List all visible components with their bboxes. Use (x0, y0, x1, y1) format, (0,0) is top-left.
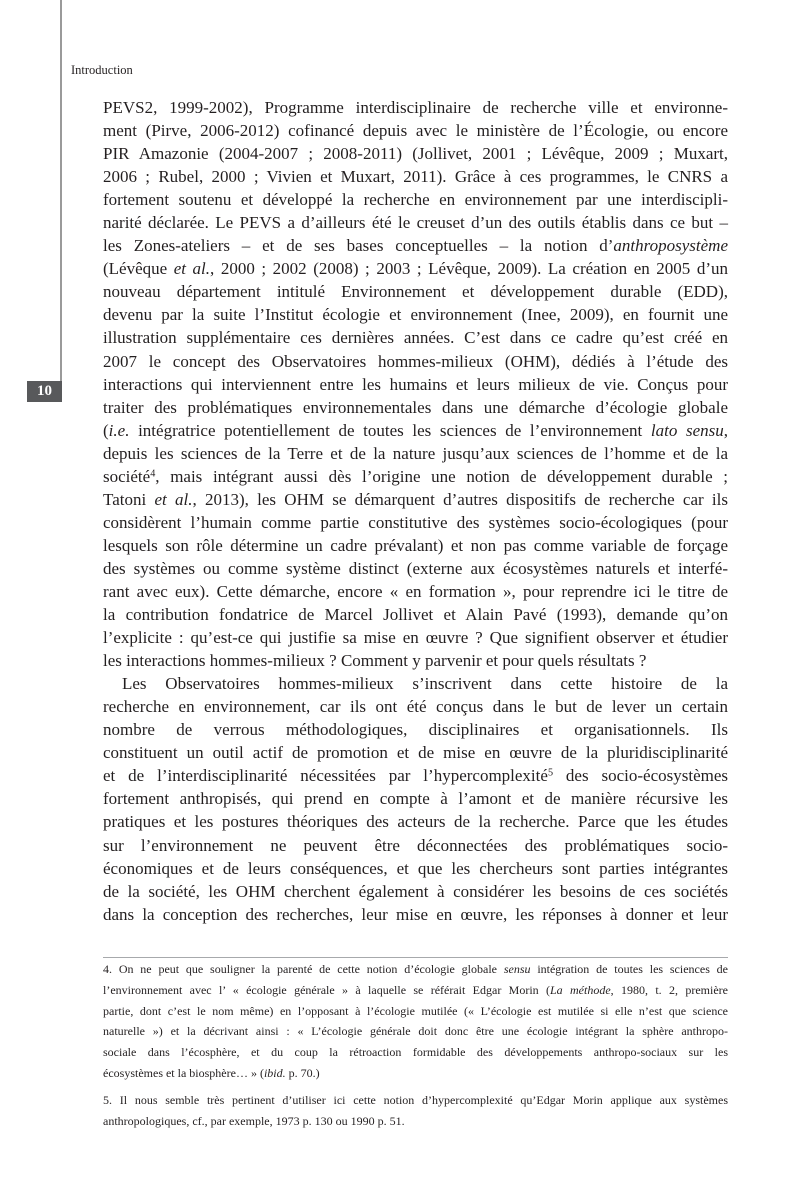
text-run: recherche en environnement, car ils ont été conçus dans le but de lever un certain (103, 697, 728, 717)
body-line (103, 672, 728, 695)
text-run: depuis les sciences de la Terre et de la nature jusqu’aux sciences de l’homme et de la (103, 443, 728, 463)
text-run: sur l’environnement ne peuvent être déconnectées des problématiques socio- (103, 835, 728, 855)
text-run: des socio-écosystèmes (553, 766, 729, 786)
text-run: devenu par la suite l’Institut écologie et environnement (Inee, 2009), en fournit une (103, 305, 728, 325)
text-run: (Lévêque (103, 259, 174, 279)
body-line (103, 649, 728, 672)
text-run: sociale dans l’écosphère, et du coup la rétroaction formidable des développements anthropo-sociaux sur les (103, 1045, 728, 1060)
body-line (103, 557, 728, 580)
running-head: Introduction (71, 63, 133, 77)
italic-text: lato sensu (650, 420, 724, 440)
text-run: traiter des problématiques environnementales dans une démarche d’écologie globale (103, 397, 728, 417)
text-run: de la société, les OHM cherchent également à considérer les besoins de ces sociétés (103, 881, 728, 901)
body-line (103, 119, 728, 142)
text-run: écosystèmes et la biosphère… » ( (103, 1065, 264, 1080)
text-run: l’environnement avec l’ « écologie générale » à laquelle se référait Edgar Morin ( (103, 982, 550, 997)
body-line (103, 280, 728, 303)
text-run: rant avec eux). Cette démarche, encore « en formation », pour reprendre ici le titre de (103, 581, 728, 601)
body-line (103, 810, 728, 833)
text-run: PEVS2, 1999-2002), Programme interdisciplinaire de recherche ville et environne- (103, 98, 728, 117)
footnote-line (103, 1042, 728, 1063)
body-line (103, 257, 728, 280)
footnotes (103, 959, 728, 1137)
footnote-line (103, 1063, 728, 1084)
body-line (103, 326, 728, 349)
text-run: interactions qui interviennent entre les humains et leurs milieux de vie. Conçus pour (103, 374, 728, 394)
text-run: considèrent l’humain comme partie constitutive des systèmes socio-écologiques (pour (103, 512, 728, 532)
text-run: , mais intégrant aussi dès l’origine une notion de développement durable ; (155, 466, 728, 486)
body-line (103, 764, 728, 787)
footnote-line (103, 1001, 728, 1022)
text-run: intégration de toutes les sciences de (530, 962, 729, 976)
italic-text: ibid. (263, 1065, 286, 1080)
text-run: les Zones-ateliers – et de ses bases conceptuelles – la notion d’ (103, 236, 614, 256)
text-run: anthropologiques, cf., par exemple, 1973 p. 130 ou 1990 p. 51. (103, 1113, 405, 1128)
body-line (103, 96, 728, 119)
footnote-ref: 4 (150, 468, 156, 480)
text-run: 2007 le concept des Observatoires hommes-milieux (OHM), dédiés à l’étude des (103, 351, 728, 371)
margin-rule (60, 0, 62, 381)
text-run: , (723, 420, 728, 440)
body-line (103, 303, 728, 326)
page-number: 10 (27, 381, 62, 402)
text-run: ( (103, 420, 109, 440)
body-line (103, 857, 728, 880)
text-run: Les Observatoires hommes-milieux s’inscrivent dans cette histoire de la (122, 674, 728, 694)
footnote-line (103, 1090, 728, 1111)
body-text (103, 96, 728, 926)
text-run: p. 70.) (285, 1065, 320, 1080)
footnote-line (103, 959, 728, 980)
text-run: nouveau département intitulé Environnement et développement durable (EDD), (103, 282, 728, 302)
body-line (103, 534, 728, 557)
text-run: pratiques et les postures théoriques des acteurs de la recherche. Parce que les études (103, 812, 728, 832)
italic-text: et al. (154, 489, 193, 509)
italic-text: sensu (503, 962, 531, 976)
text-run: l’explicite : qu’est-ce qui justifie sa mise en œuvre ? Que signifient observer et étudier (103, 628, 728, 648)
footnote (103, 1090, 728, 1132)
text-run: 4. On ne peut que souligner la parenté de cette notion d’écologie globale (103, 962, 504, 976)
italic-text: La méthode (550, 982, 611, 997)
text-run: lesquels son rôle détermine un cadre prévalant) et non pas comme variable de forçage (103, 535, 728, 555)
text-run: PIR Amazonie (2004-2007 ; 2008-2011) (Jollivet, 2001 ; Lévêque, 2009 ; Muxart, (103, 144, 728, 164)
footnote-line (103, 1111, 728, 1132)
footnote-line (103, 980, 728, 1001)
text-run: , 2013), les OHM se démarquent d’autres dispositifs de recherche car ils (192, 489, 728, 509)
text-run: 2006 ; Rubel, 2000 ; Vivien et Muxart, 2011). Grâce à ces programmes, le CNRS a (103, 167, 728, 187)
body-line (103, 626, 728, 649)
body-line (103, 903, 728, 926)
text-run: des systèmes ou comme système distinct (externe aux écosystèmes naturels et interfé- (103, 558, 728, 578)
text-run: Tatoni (103, 489, 155, 509)
body-line (103, 142, 728, 165)
text-run: les interactions hommes-milieux ? Comment y parvenir et pour quels résultats ? (103, 651, 647, 671)
text-run: économiques et de leurs conséquences, et que les chercheurs sont parties intégrantes (103, 858, 728, 878)
text-run: , 1980, t. 2, première (610, 982, 728, 997)
body-line (103, 465, 728, 488)
body-line (103, 511, 728, 534)
footnote (103, 959, 728, 1084)
italic-text: anthroposystème (613, 236, 728, 256)
body-line (103, 834, 728, 857)
text-run: fortement anthropisés, qui prend en compte à l’amont et de manière récursive les (103, 789, 728, 809)
body-line (103, 211, 728, 234)
italic-text: i.e. (108, 420, 130, 440)
body-line (103, 580, 728, 603)
body-line (103, 165, 728, 188)
text-run: partie, dont c’est le nom même) en l’opposant à l’écologie mutilée (« L’écologie est mutilée si elle n’est que science (103, 1003, 728, 1018)
text-run: 5. Il nous semble très pertinent d’utiliser ici cette notion d’hypercomplexité qu’Edgar Morin applique aux systèmes (103, 1092, 728, 1107)
body-line (103, 880, 728, 903)
text-run: constituent un outil actif de promotion et de mise en œuvre de la pluridisciplinarité (103, 743, 728, 763)
text-run: fortement soutenu et développé la recherche en environnement par une interdiscipli- (103, 190, 728, 210)
body-line (103, 396, 728, 419)
footnote-ref: 5 (547, 767, 554, 779)
body-line (103, 373, 728, 396)
text-run: et de l’interdisciplinarité nécessitées par l’hypercomplexité (103, 766, 548, 786)
text-run: narité déclarée. Le PEVS a d’ailleurs été le creuset d’un des outils établis dans ce but – (103, 213, 728, 233)
body-line (103, 488, 728, 511)
body-line (103, 350, 728, 373)
body-line (103, 603, 728, 626)
body-line (103, 695, 728, 718)
text-run: la contribution fondatrice de Marcel Jollivet et Alain Pavé (1993), demande qu’on (103, 605, 728, 625)
footnote-line (103, 1021, 728, 1042)
body-line (103, 787, 728, 810)
text-run: intégratrice potentiellement de toutes les sciences de l’environnement (129, 420, 651, 440)
body-line (103, 442, 728, 465)
text-run: société (103, 466, 151, 486)
body-line (103, 741, 728, 764)
italic-text: et al. (173, 259, 211, 279)
text-run: naturelle ») et la décrivant ainsi : « L’écologie générale doit donc être une écologie intégrant la sphère anthropo- (103, 1024, 728, 1039)
text-run: ment (Pirve, 2006-2012) cofinancé depuis avec le ministère de l’Écologie, ou encore (103, 121, 728, 141)
body-line (103, 419, 728, 442)
body-line (103, 234, 728, 257)
body-line (103, 718, 728, 741)
footnote-separator (103, 957, 728, 958)
body-line (103, 188, 728, 211)
text-run: nombre de verrous méthodologiques, disciplinaires et organisationnels. Ils (103, 720, 728, 740)
text-run: dans la conception des recherches, leur mise en œuvre, les réponses à donner et leur (103, 904, 728, 924)
text-run: , 2000 ; 2002 (2008) ; 2003 ; Lévêque, 2009). La création en 2005 d’un (210, 259, 728, 279)
text-run: illustration supplémentaire ces dernières années. C’est dans ce cadre qu’est créé en (103, 328, 728, 348)
